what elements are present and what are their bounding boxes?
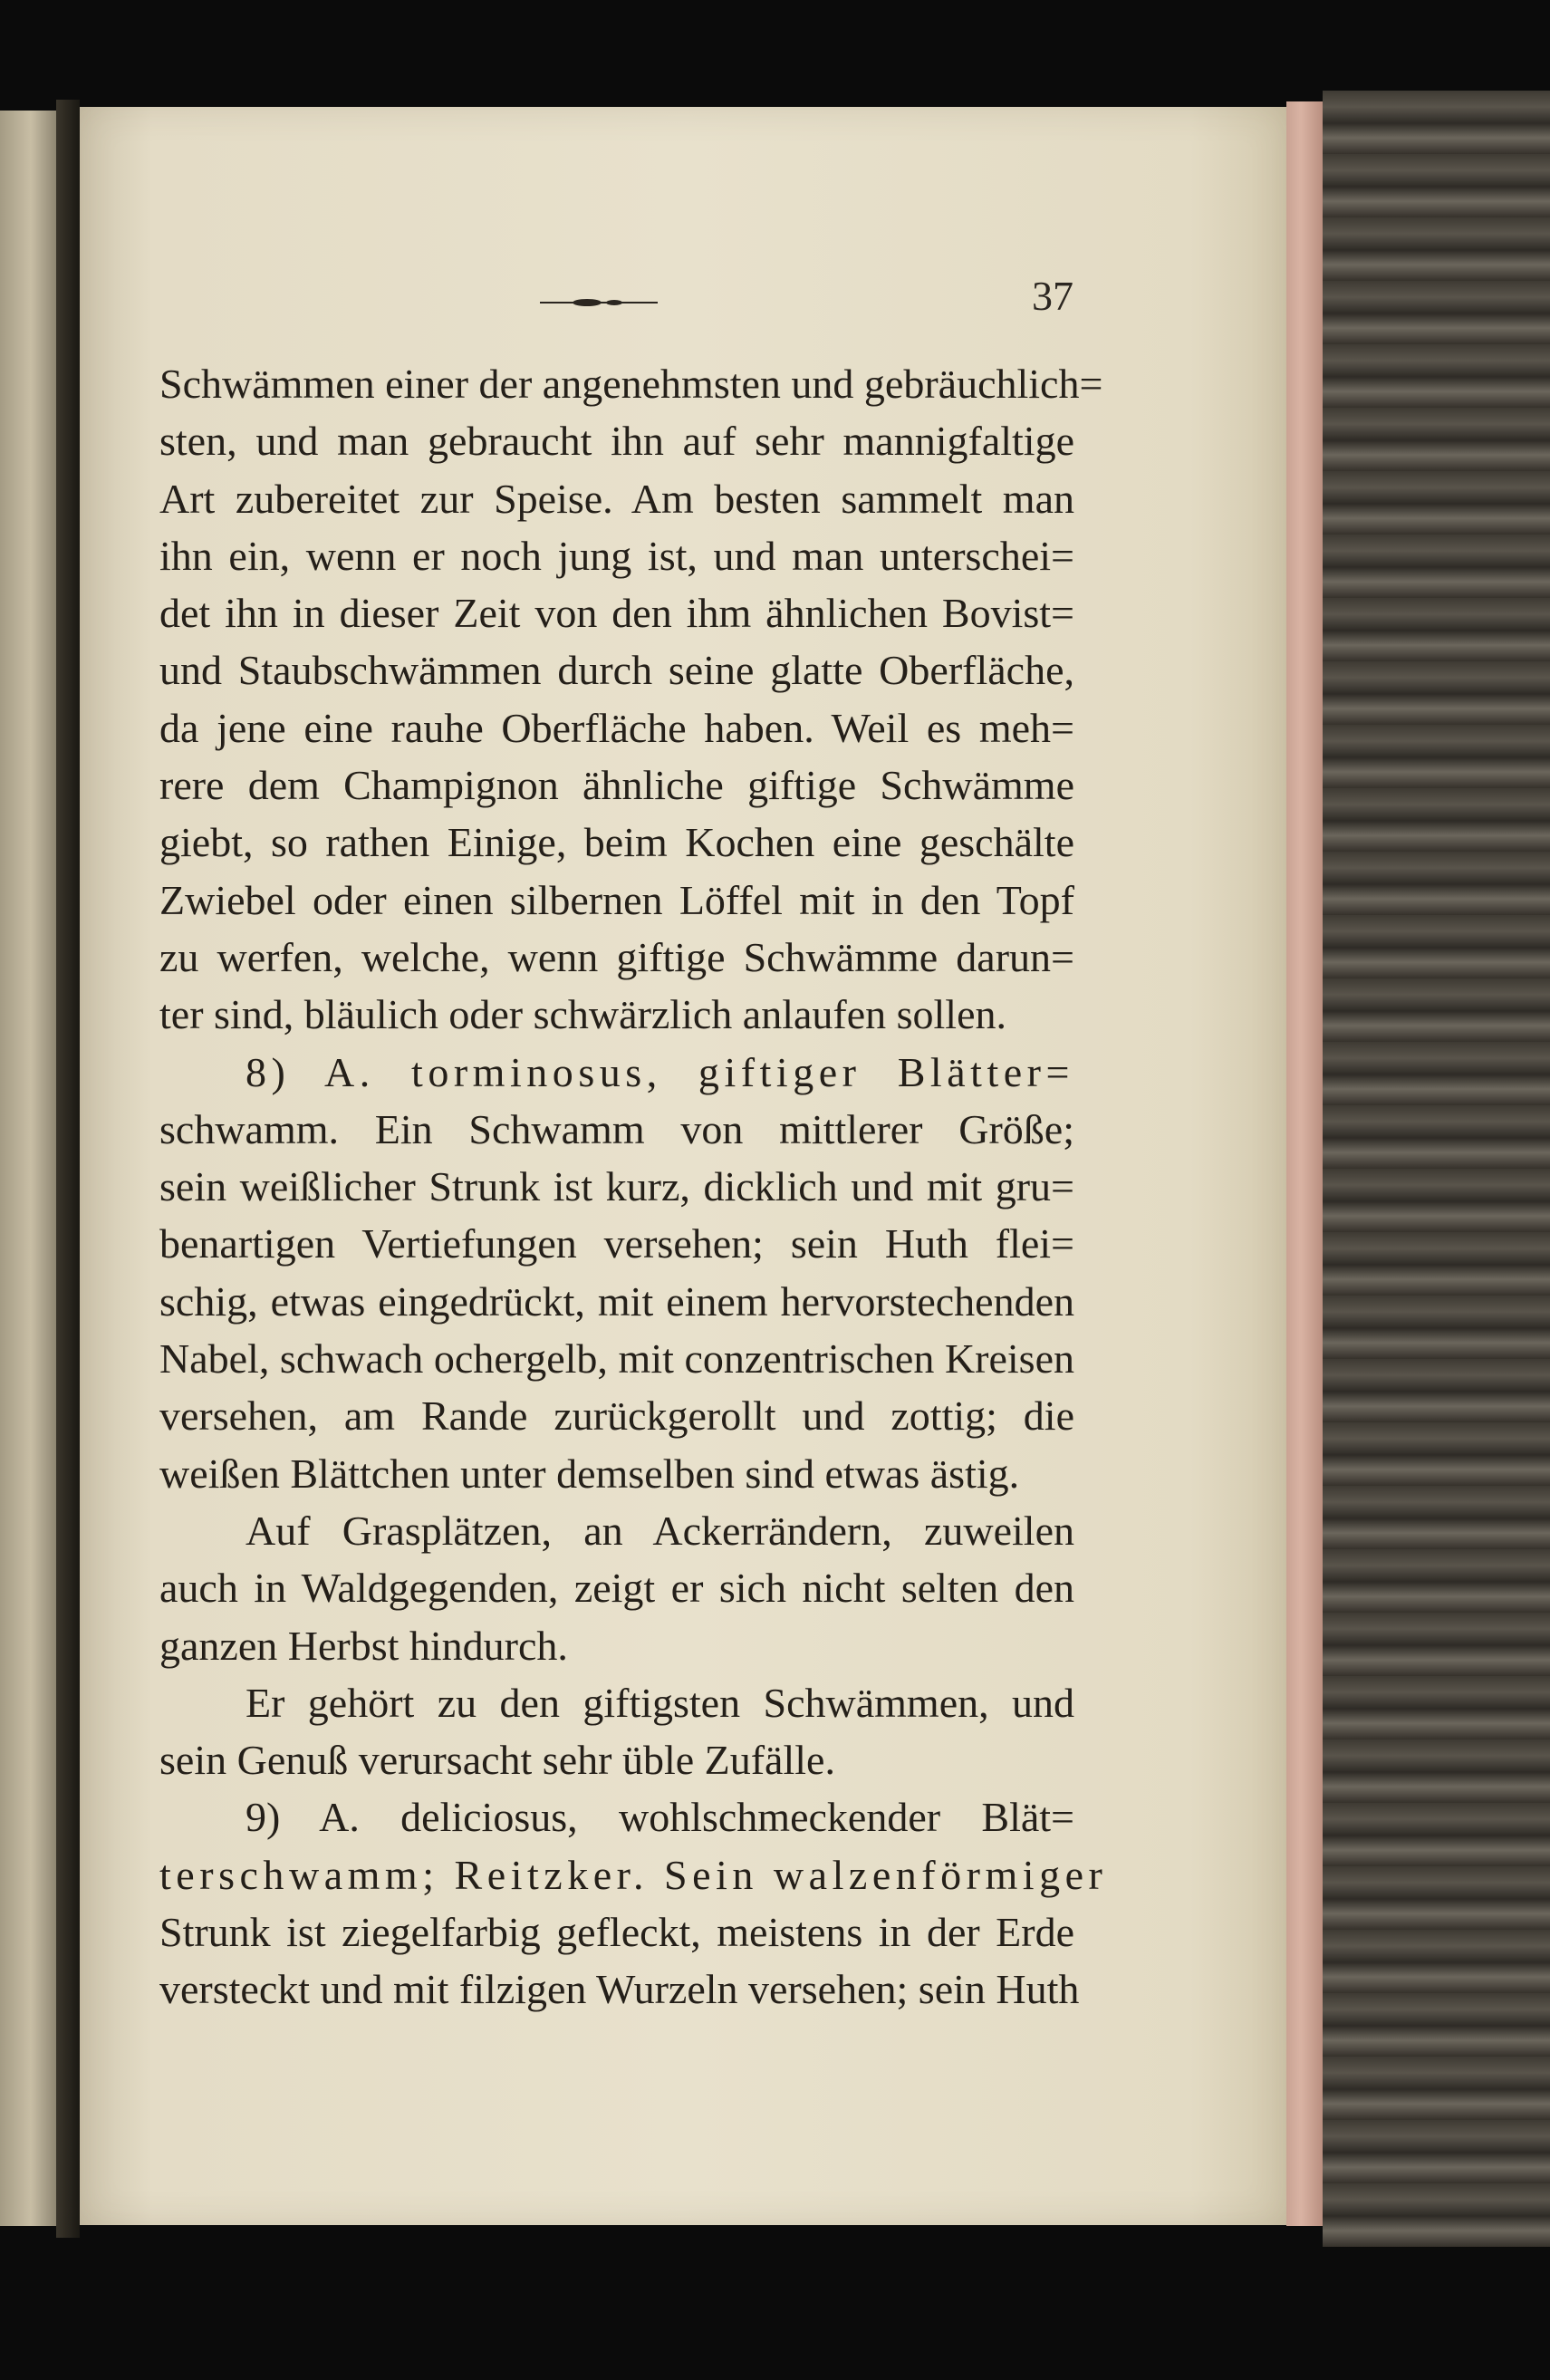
text-line: zu werfen, welche, wenn giftige Schwämme darun= (159, 933, 1074, 980)
text-line: Auf Grasplätzen, an Ackerrändern, zuweilen (245, 1507, 1074, 1554)
text-line: ter sind, bläulich oder schwärzlich anlaufen sollen. (159, 991, 1007, 1038)
text-line: sein weißlicher Strunk ist kurz, dicklich und mit gru= (159, 1163, 1074, 1210)
book-cover-edge (1323, 91, 1550, 2247)
page-text (159, 355, 1108, 2019)
text-line: auch in Waldgegenden, zeigt er sich nicht selten den (159, 1565, 1074, 1612)
text-line: Strunk ist ziegelfarbig gefleckt, meistens in der Erde (159, 1909, 1074, 1956)
text-line: ganzen Herbst hindurch. (159, 1622, 568, 1669)
book-gutter (56, 100, 80, 2238)
text-line: Schwämmen einer der angenehmsten und gebräuchlich= (159, 361, 1103, 407)
previous-page-edge (0, 111, 56, 2226)
text-line: ihn ein, wenn er noch jung ist, und man unterschei= (159, 532, 1074, 579)
text-line: Zwiebel oder einen silbernen Löffel mit in den Topf (159, 876, 1074, 923)
page-number: 37 (1032, 273, 1073, 319)
text-line: terschwamm; Reitzker. Sein walzenförmiger (159, 1851, 1108, 1898)
text-line: weißen Blättchen unter demselben sind etwas ästig. (159, 1450, 1020, 1497)
text-line: 9) A. deliciosus, wohlschmeckender Blät= (245, 1794, 1074, 1841)
text-line: sein Genuß verursacht sehr üble Zufälle. (159, 1737, 835, 1784)
text-line: und Staubschwämmen durch seine glatte Oberfläche, (159, 647, 1074, 694)
text-line: benartigen Vertiefungen versehen; sein Huth flei= (159, 1220, 1074, 1267)
page-block-edge (1286, 101, 1323, 2226)
text-line: rere dem Champignon ähnliche giftige Schwämme (159, 762, 1074, 809)
text-line: det ihn in dieser Zeit von den ihm ähnlichen Bovist= (159, 590, 1074, 637)
text-line: sten, und man gebraucht ihn auf sehr mannigfaltige (159, 418, 1074, 465)
text-line: versehen, am Rande zurückgerollt und zottig; die (159, 1392, 1074, 1440)
text-line: Art zubereitet zur Speise. Am besten sammelt man (159, 475, 1074, 522)
text-line: Nabel, schwach ochergelb, mit conzentrischen Kreisen (159, 1335, 1074, 1383)
text-line: Er gehört zu den giftigsten Schwämmen, und (245, 1679, 1074, 1726)
header-rule-ornament (540, 297, 658, 308)
text-line: schwamm. Ein Schwamm von mittlerer Größe; (159, 1105, 1074, 1152)
text-line: versteckt und mit filzigen Wurzeln versehen; sein Huth (159, 1966, 1080, 2013)
text-line: 8) A. torminosus, giftiger Blätter= (245, 1048, 1074, 1095)
text-line: schig, etwas eingedrückt, mit einem hervorstechenden (159, 1277, 1074, 1325)
text-line: giebt, so rathen Einige, beim Kochen eine geschälte (159, 819, 1074, 866)
text-line: da jene eine rauhe Oberfläche haben. Weil es meh= (159, 704, 1074, 751)
